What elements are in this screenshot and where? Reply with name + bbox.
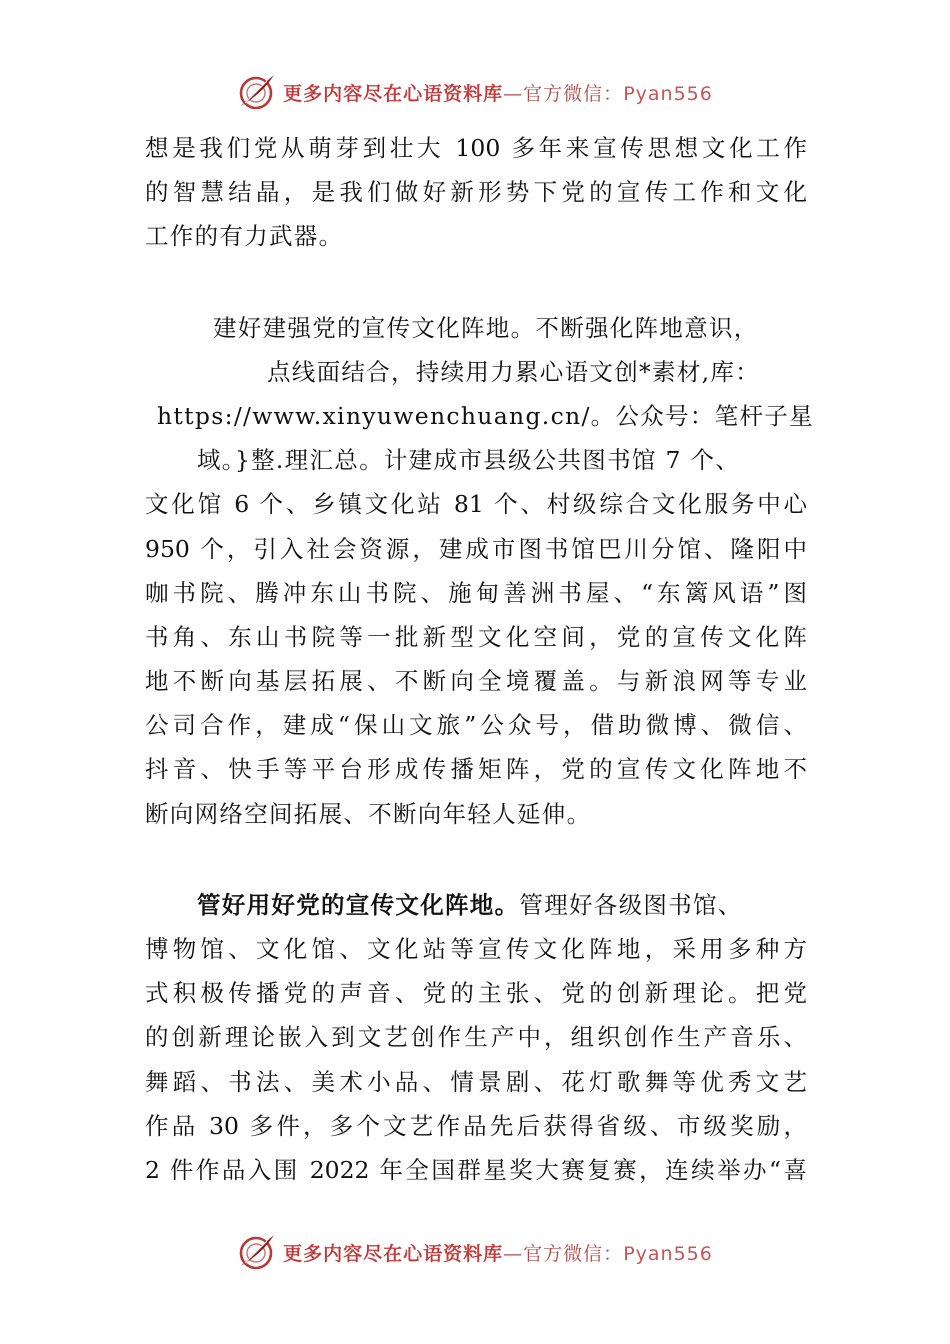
banner-wechat-id: Pyan556 [623, 82, 713, 105]
quill-seal-logo-icon [237, 1232, 277, 1272]
banner-dash: — [503, 1242, 524, 1265]
banner-dash: — [503, 82, 524, 105]
text-line: 想是我们党从萌芽到壮大 100 多年来宣传思想文化工作 [145, 134, 807, 162]
paragraph-3 [145, 883, 807, 1192]
quill-seal-logo-icon [237, 72, 277, 112]
text-line: 舞蹈、书法、美术小品、情景剧、花灯歌舞等优秀文艺 [145, 1067, 807, 1096]
text-line: 书角、东山书院等一批新型文化空间，党的宣传文化阵 [145, 622, 807, 651]
header-banner [0, 70, 950, 114]
banner-wechat-label: 官方微信： [523, 1242, 624, 1265]
text-line: 咖书院、腾冲东山书院、施甸善洲书屋、“东篱风语”图 [145, 578, 807, 607]
paragraph-1 [145, 126, 807, 259]
paragraph-gap [145, 836, 807, 883]
banner-title: 更多内容尽在心语资料库 [283, 1242, 504, 1265]
text-line: 公司合作，建成“保山文旅”公众号，借助微博、微信、 [145, 711, 807, 740]
text-line: 建好建强党的宣传文化阵地。不断强化阵地意识， [213, 313, 759, 342]
text-line: 文化馆 6 个、乡镇文化站 81 个、村级综合文化服务中心 [145, 490, 807, 519]
text-line: 的创新理论嵌入到文艺创作生产中，组织创作生产音乐、 [145, 1023, 807, 1052]
document-body [145, 126, 814, 1192]
text-line: 的智慧结晶，是我们做好新形势下党的宣传工作和文化 [145, 178, 807, 207]
banner-wechat-label: 官方微信： [523, 82, 624, 105]
text-line-heading [145, 883, 807, 927]
text-line: 点线面结合，持续用力累心语文创*素材,库： [267, 357, 761, 386]
banner-text [283, 79, 713, 106]
heading-line-rest: 管理好各级图书馆、 [519, 890, 743, 919]
text-line: 2 件作品入围 2022 年全国群星奖大赛复赛，连续举办“喜 [145, 1155, 807, 1184]
banner-text [283, 1239, 713, 1266]
text-line: 域。}整.理汇总。计建成市县级公共图书馆 7 个、 [197, 446, 741, 475]
text-line: 断向网络空间拓展、不断向年轻人延伸。 [145, 799, 592, 828]
paragraph-2 [145, 306, 814, 836]
paragraph-gap [145, 259, 807, 306]
text-line: 950 个，引入社会资源，建成市图书馆巴川分馆、隆阳中 [145, 534, 807, 563]
text-line: 式积极传播党的声音、党的主张、党的创新理论。把党 [145, 979, 807, 1008]
banner-wechat-id: Pyan556 [623, 1242, 713, 1265]
text-line: 地不断向基层拓展、不断向全境覆盖。与新浪网等专业 [145, 667, 807, 696]
text-line: 作品 30 多件，多个文艺作品先后获得省级、市级奖励， [145, 1111, 807, 1140]
text-line: 博物馆、文化馆、文化站等宣传文化阵地，采用多种方 [145, 935, 807, 963]
text-line: 抖音、快手等平台形成传播矩阵，党的宣传文化阵地不 [145, 755, 807, 784]
footer-banner [0, 1230, 950, 1274]
banner-title: 更多内容尽在心语资料库 [283, 82, 504, 105]
section-heading: 管好用好党的宣传文化阵地。 [197, 890, 520, 919]
text-line-url: https://www.xinyuwenchuang.cn/。公众号：笔杆子星 [157, 401, 814, 430]
text-line: 工作的有力武器。 [145, 222, 344, 251]
